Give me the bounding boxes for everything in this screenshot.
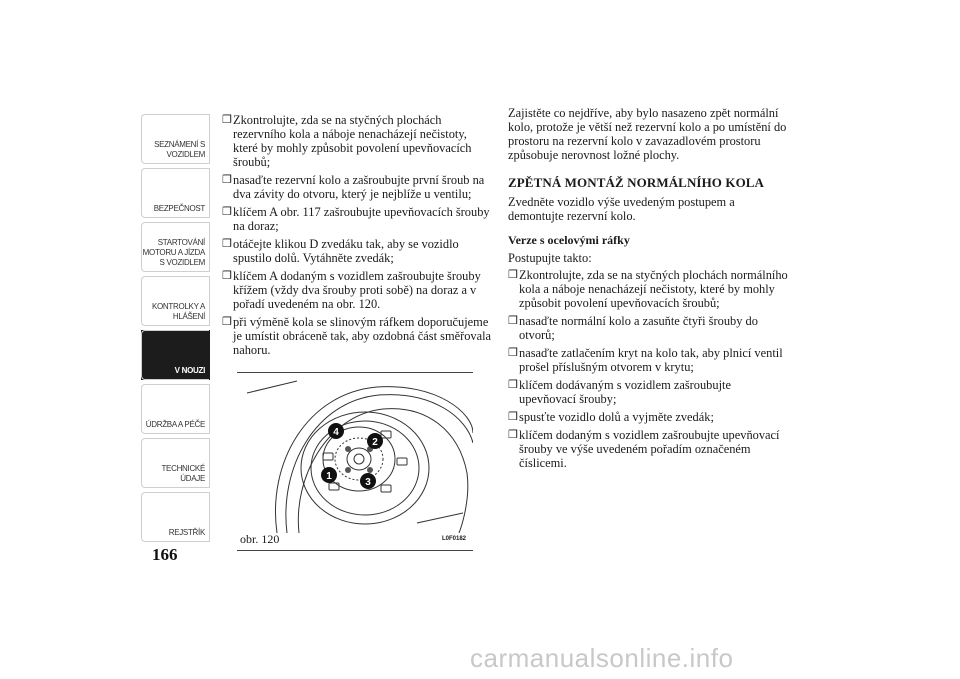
checkbox-bullet-icon: ❒ — [222, 316, 232, 328]
tab-label: KONTROLKY A HLÁŠENÍ — [151, 302, 205, 321]
list-item — [508, 378, 790, 406]
list-item-text: klíčem dodávaným s vozidlem zašroubujte upevňovací šrouby; — [519, 378, 731, 406]
checkbox-bullet-icon: ❒ — [508, 269, 518, 281]
tab-label: BEZPEČNOST — [153, 204, 205, 213]
list-item-text: spusťte vozidlo dolů a vyjměte zvedák; — [519, 410, 714, 424]
list-item — [222, 237, 494, 265]
tab-label: REJSTŘÍK — [168, 528, 205, 537]
checkbox-bullet-icon: ❒ — [508, 379, 518, 391]
bolt-number-3: 3 — [365, 477, 371, 488]
bolt-number-4-badge — [328, 423, 344, 439]
list-item-text: Zkontrolujte, zda se na styčných plochách normálního kola a náboje nenacházejí nečistoty, které by mohly způsobit povolení upevňovacích šroubů; — [519, 268, 788, 310]
checkbox-bullet-icon: ❒ — [508, 429, 518, 441]
lead-paragraph: Postupujte takto: — [508, 251, 592, 265]
list-item-text: nasaďte normální kolo a zasuňte čtyři šrouby do otvorů; — [519, 314, 758, 342]
checkbox-bullet-icon: ❒ — [508, 347, 518, 359]
tab-bezpecnost[interactable] — [141, 168, 210, 218]
list-item-text: klíčem A dodaným s vozidlem zašroubujte šrouby křížem (vždy dva šrouby proti sobě) na doraz a v pořadí uvedeném na obr. 120. — [233, 269, 481, 311]
list-item-text: při výměně kola se slinovým ráfkem doporučujeme je umístit obráceně tak, aby ozdobná část směřovala nahoru. — [233, 315, 492, 357]
right-column — [508, 106, 790, 474]
watermark: carmanualsonline.info — [470, 643, 734, 673]
tab-label: STARTOVÁNÍ MOTORU A JÍZDA S VOZIDLEM — [142, 238, 205, 267]
tab-label: SEZNÁMENÍ S VOZIDLEM — [154, 140, 205, 159]
tab-rejstrik[interactable] — [141, 492, 210, 542]
intro-paragraph: Zajistěte co nejdříve, aby bylo nasazeno zpět normální kolo, protože je větší než rezervní kolo a po umístění do prostoru na rezervní kolo v zavazadlovém prostoru způsobuje nerovnost ložné plochy. — [508, 106, 787, 162]
bolt-number-4: 4 — [333, 427, 339, 438]
list-item-text: nasaďte rezervní kolo a zašroubujte první šroub na dva závity do otvoru, který je nejblíže u ventilu; — [233, 173, 485, 201]
checkbox-bullet-icon: ❒ — [222, 206, 232, 218]
checkbox-bullet-icon: ❒ — [222, 270, 232, 282]
chapter-sidebar — [141, 114, 210, 546]
checkbox-bullet-icon: ❒ — [222, 238, 232, 250]
list-item — [222, 315, 494, 357]
checkbox-bullet-icon: ❒ — [222, 174, 232, 186]
checkbox-bullet-icon: ❒ — [508, 315, 518, 327]
tab-v-nouzi[interactable] — [141, 330, 210, 380]
list-item — [222, 205, 494, 233]
list-item-text: klíčem A obr. 117 zašroubujte upevňovacích šrouby na doraz; — [233, 205, 490, 233]
list-item-text: klíčem dodaným s vozidlem zašroubujte upevňovací šrouby ve výše uvedeném pořadím označeném číslicemi. — [519, 428, 780, 470]
list-item-text: nasaďte zatlačením kryt na kolo tak, aby plnicí ventil prošel příslušným otvorem v krytu; — [519, 346, 783, 374]
wheel-bolt-order-illustration — [237, 373, 473, 533]
section-heading: ZPĚTNÁ MONTÁŽ NORMÁLNÍHO KOLA — [508, 175, 765, 190]
list-item — [222, 269, 494, 311]
list-item — [508, 268, 790, 310]
list-item-text: Zkontrolujte, zda se na styčných plochách rezervního kola a náboje nenacházejí nečistoty, které by mohly způsobit povolení upevňovacích šroubů; — [233, 113, 472, 169]
tab-seznameni[interactable] — [141, 114, 210, 164]
left-column — [222, 113, 494, 361]
list-item — [508, 346, 790, 374]
bolt-number-2: 2 — [372, 437, 378, 448]
tab-label: TECHNICKÉ ÚDAJE — [161, 464, 205, 483]
tab-startovani[interactable] — [141, 222, 210, 272]
tab-kontrolky[interactable] — [141, 276, 210, 326]
bolt-number-2-badge — [367, 433, 383, 449]
list-item — [222, 173, 494, 201]
tab-udrzba[interactable] — [141, 384, 210, 434]
subsection-heading: Verze s ocelovými ráfky — [508, 233, 630, 247]
heading-paragraph: Zvedněte vozidlo výše uvedeným postupem a demontujte rezervní kolo. — [508, 195, 735, 223]
figure-caption: obr. 120 — [240, 532, 280, 546]
checkbox-bullet-icon: ❒ — [508, 411, 518, 423]
wheel-figure — [237, 372, 473, 551]
bolt-number-3-badge — [360, 473, 376, 489]
list-item — [508, 428, 790, 470]
bolt-number-1-badge — [321, 467, 337, 483]
tab-technicke-udaje[interactable] — [141, 438, 210, 488]
list-item — [508, 410, 790, 424]
list-item-text: otáčejte klikou D zvedáku tak, aby se vozidlo spustilo dolů. Vytáhněte zvedák; — [233, 237, 459, 265]
list-item — [222, 113, 494, 169]
bolt-number-1: 1 — [326, 471, 332, 482]
tab-label: ÚDRŽBA A PÉČE — [145, 420, 205, 429]
checkbox-bullet-icon: ❒ — [222, 114, 232, 126]
tab-label: V NOUZI — [174, 366, 205, 375]
figure-code: L0F0182 — [442, 536, 467, 542]
page-number: 166 — [152, 545, 178, 564]
list-item — [508, 314, 790, 342]
